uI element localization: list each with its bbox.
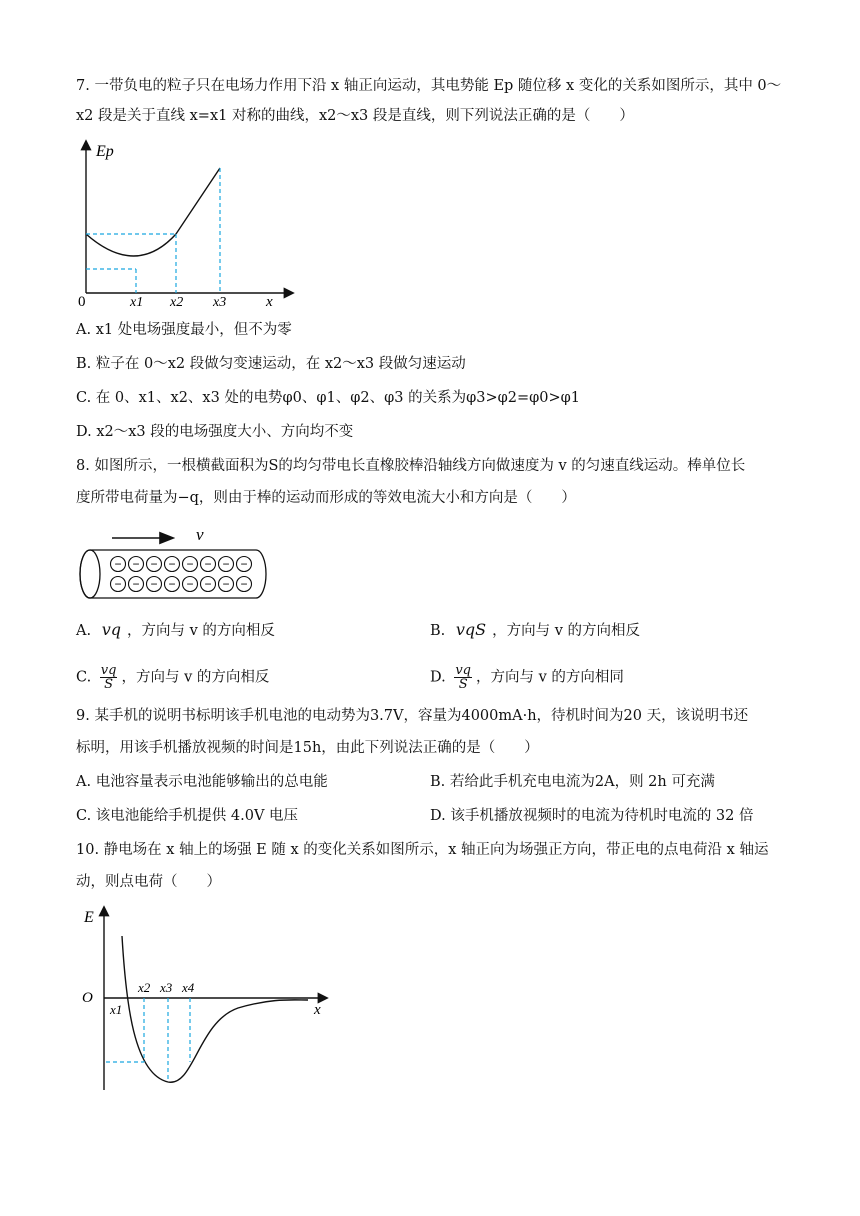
q7-option-c: C. 在 0、x1、x2、x3 处的电势φ0、φ1、φ2、φ3 的关系为φ3>φ2=φ0>φ1: [76, 390, 581, 406]
negative-charge-sign: −: [168, 557, 176, 571]
q10-tick-x3: x3: [160, 980, 173, 995]
q10-x-label: x: [314, 1002, 321, 1018]
q8-option-a: A. vq ，方向与 v 的方向相反: [76, 620, 275, 639]
negative-charge-sign: −: [150, 557, 158, 571]
negative-charge-sign: −: [204, 577, 212, 591]
q8-velocity-label: v: [196, 525, 204, 544]
q8-charge-symbols: [111, 557, 252, 592]
q10-tick-x1: x1: [110, 1002, 123, 1017]
q7-tick-x3: x3: [213, 295, 227, 310]
negative-charge-sign: −: [114, 557, 122, 571]
negative-charge-sign: −: [204, 557, 212, 571]
q8-stem-line2: 度所带电荷量为−q，则由于棒的运动而形成的等效电流大小和方向是（ ）: [76, 490, 576, 506]
q8-rod-end-face: [80, 550, 100, 598]
q7-dashed-guides: [86, 168, 220, 293]
q7-tick-x1: x1: [130, 295, 144, 310]
q7-ep-graph: [76, 138, 300, 310]
q7-stem-line2: x2 段是关于直线 x=x1 对称的曲线，x2～x3 段是直线，则下列说法正确的是（ ）: [76, 108, 634, 124]
q10-e-curve: [122, 936, 308, 1082]
q7-stem-line1: 7. 一带负电的粒子只在电场力作用下沿 x 轴正向运动，其电势能 Ep 随位移 x 变化的关系如图所示，其中 0～: [76, 78, 782, 94]
negative-charge-sign: −: [132, 557, 140, 571]
q8-option-c-fraction: $\frac{vq}{S}$: [100, 663, 117, 692]
q8-option-d: D. $\frac{vq}{S}$ ，方向与 v 的方向相同: [430, 663, 624, 692]
q7-tick-x2: x2: [170, 295, 184, 310]
q8-option-b: B. vqS ，方向与 v 的方向相反: [430, 620, 641, 639]
q8-option-c: C. $\frac{vq}{S}$ ，方向与 v 的方向相反: [76, 663, 270, 692]
q8-option-d-fraction: $\frac{vq}{S}$: [455, 663, 471, 692]
q7-origin-label: 0: [78, 294, 86, 310]
negative-charge-sign: −: [240, 557, 248, 571]
q10-e-graph: [76, 904, 342, 1100]
q9-stem-line1: 9. 某手机的说明书标明该手机电池的电动势为3.7V，容量为4000mA·h，待机时间为20 天，该说明书还: [76, 708, 749, 724]
negative-charge-sign: −: [240, 577, 248, 591]
q9-option-d: D. 该手机播放视频时的电流为待机时电流的 32 倍: [430, 808, 754, 824]
negative-charge-sign: −: [186, 577, 194, 591]
q10-stem-line2: 动，则点电荷（ ）: [76, 874, 221, 890]
q10-tick-x2: x2: [138, 980, 151, 995]
q8-option-b-expr: vqS: [455, 620, 487, 639]
q10-y-label: E: [84, 909, 94, 926]
q10-tick-x4: x4: [182, 980, 195, 995]
q10-stem-line1: 10. 静电场在 x 轴上的场强 E 随 x 的变化关系如图所示，x 轴正向为场强正方向，带正电的点电荷沿 x 轴运: [76, 842, 769, 858]
q10-origin-label: O: [82, 990, 93, 1006]
q8-option-a-expr: vq: [101, 620, 121, 639]
negative-charge-sign: −: [132, 577, 140, 591]
q9-option-c: C. 该电池能给手机提供 4.0V 电压: [76, 808, 299, 824]
q8-rod-figure: [76, 522, 272, 606]
q9-option-a: A. 电池容量表示电池能够输出的总电能: [76, 774, 328, 790]
negative-charge-sign: −: [186, 557, 194, 571]
q7-y-label: Ep: [96, 143, 114, 160]
q9-stem-line2: 标明，用该手机播放视频的时间是15h，由此下列说法正确的是（ ）: [76, 740, 539, 756]
negative-charge-sign: −: [114, 577, 122, 591]
negative-charge-sign: −: [222, 577, 230, 591]
q7-x-label: x: [266, 294, 273, 310]
q7-option-b: B. 粒子在 0～x2 段做匀变速运动，在 x2～x3 段做匀速运动: [76, 356, 466, 372]
q9-option-b: B. 若给此手机充电电流为2A，则 2h 可充满: [430, 774, 715, 790]
q7-option-a: A. x1 处电场强度最小，但不为零: [76, 322, 292, 338]
negative-charge-sign: −: [150, 577, 158, 591]
q8-stem-line1: 8. 如图所示，一根横截面积为S的均匀带电长直橡胶棒沿轴线方向做速度为 v 的匀速直线运动。棒单位长: [76, 458, 746, 474]
q7-option-d: D. x2～x3 段的电场强度大小、方向均不变: [76, 424, 354, 440]
negative-charge-sign: −: [222, 557, 230, 571]
q7-ep-curve: [86, 168, 220, 256]
negative-charge-sign: −: [168, 577, 176, 591]
